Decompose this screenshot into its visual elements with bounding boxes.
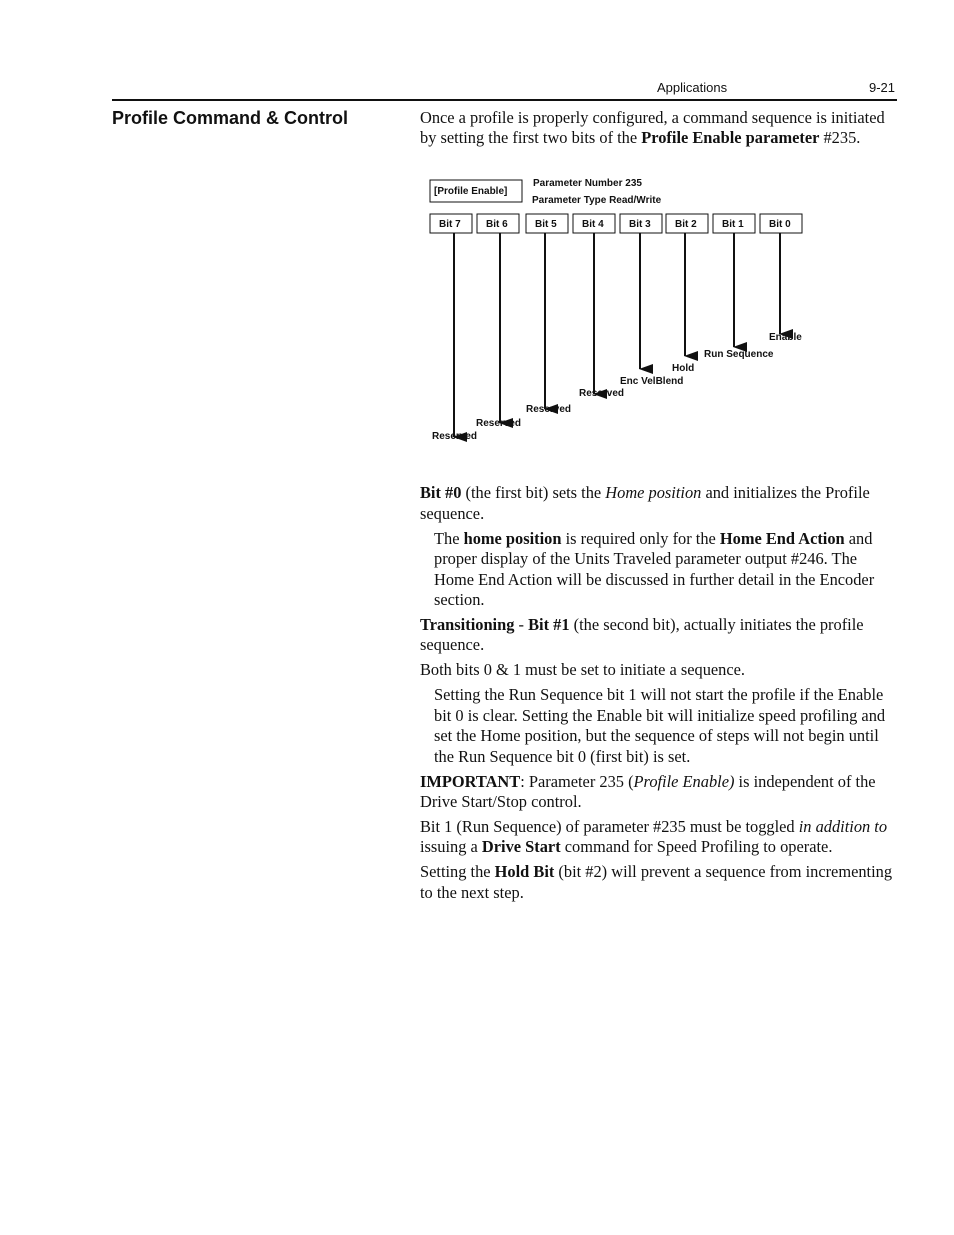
bit1-paragraph (420, 817, 898, 858)
hold-bold: Hold Bit (494, 862, 555, 882)
header-page-number: 9-21 (869, 80, 896, 95)
important-italic: Profile Enable) (633, 771, 735, 791)
bit1-bold: Drive Start (481, 837, 561, 857)
home-text-2: is required only for the (561, 528, 720, 548)
bit-function-label: Hold (672, 363, 695, 374)
transition-text-2: (the second bit), actually initiates the profile sequence. (420, 615, 864, 655)
bit-function-label: Reserved (432, 431, 478, 442)
intro-text-2: #235. (819, 128, 861, 148)
header-section-title: Applications (657, 80, 728, 95)
both-bits-paragraph: Both bits 0 & 1 must be set to initiate a sequence. (420, 660, 746, 680)
transition-text-1: - (514, 615, 529, 635)
bit-cell-label: Bit 6 (486, 219, 508, 230)
home-text-1: The (434, 528, 464, 548)
bit-cell-label: Bit 7 (439, 219, 461, 230)
bit0-paragraph (420, 483, 898, 524)
bit0-bold: Bit #0 (420, 483, 462, 503)
home-text-3: and proper display of the Units Traveled parameter output #246. The Home End Action will be discussed in further detail in the Encoder section. (434, 528, 875, 610)
home-position-paragraph (420, 529, 898, 611)
bit-cell-label: Bit 4 (582, 219, 604, 230)
bit-function-label: Run Sequence (704, 349, 774, 360)
bit-cell-label: Bit 3 (629, 219, 651, 230)
run-sequence-paragraph: Setting the Run Sequence bit 1 will not start the profile if the Enable bit 0 is clear. Setting the Enable bit will initialize speed profiling and set the Home position, but the sequence of steps will not begin until the Run Sequence bit 0 (first bit) is set. (434, 685, 886, 766)
bit-cell-label: Bit 1 (722, 219, 744, 230)
important-text-1: : Parameter 235 ( (520, 771, 634, 791)
important-paragraph (420, 772, 898, 813)
header-rule (112, 99, 897, 101)
bit-labels (432, 332, 802, 442)
bit-function-label: Enable (769, 332, 802, 343)
hold-bit-paragraph (420, 862, 898, 903)
intro-paragraph (420, 108, 898, 149)
section-heading: Profile Command & Control (112, 108, 349, 128)
param-number-label: Parameter Number 235 (533, 178, 642, 189)
hold-text-1: Setting the (420, 862, 495, 882)
bit-cell-label: Bit 2 (675, 219, 697, 230)
bit0-text-1: (the first bit) sets the (461, 483, 606, 503)
intro-text-1: Once a profile is properly configured, a command sequence is initiated by setting the first two bits of the (420, 108, 885, 148)
bit-function-label: Reserved (579, 388, 625, 399)
transition-bold-1: Transitioning (420, 615, 515, 635)
important-bold: IMPORTANT (420, 771, 521, 791)
important-text-2: is independent of the Drive Start/Stop control. (420, 771, 876, 812)
home-bold-1: home position (463, 528, 562, 548)
bit-arrows (454, 233, 780, 437)
bit-function-label: Reserved (526, 404, 572, 415)
param-name-label: [Profile Enable] (434, 186, 508, 197)
param-type-label: Parameter Type Read/Write (532, 195, 662, 206)
bit0-text-2: and initializes the Profile sequence. (420, 483, 870, 523)
page-header (0, 0, 954, 102)
bit0-italic: Home position (605, 483, 702, 503)
transitioning-paragraph (420, 615, 898, 656)
bit1-text-3: command for Speed Profiling to operate. (560, 837, 833, 857)
bit-cells (430, 214, 802, 233)
bit-function-label: Enc VelBlend (620, 376, 684, 387)
bit-function-label: Reserved (476, 418, 522, 429)
home-bold-2: Home End Action (719, 528, 845, 548)
transition-bold-2: Bit #1 (528, 615, 570, 635)
bit1-italic: in addition to (798, 817, 888, 837)
bit1-text-2: issuing a (420, 837, 482, 857)
profile-enable-bit-diagram (420, 172, 820, 452)
intro-bold-param: Profile Enable parameter (641, 128, 820, 148)
bit1-text-1: Bit 1 (Run Sequence) of parameter #235 must be toggled (420, 817, 799, 837)
bit-cell-label: Bit 5 (535, 219, 557, 230)
hold-text-2: (bit #2) will prevent a sequence from incrementing to the next step. (420, 862, 893, 902)
bit-cell-label: Bit 0 (769, 219, 791, 230)
